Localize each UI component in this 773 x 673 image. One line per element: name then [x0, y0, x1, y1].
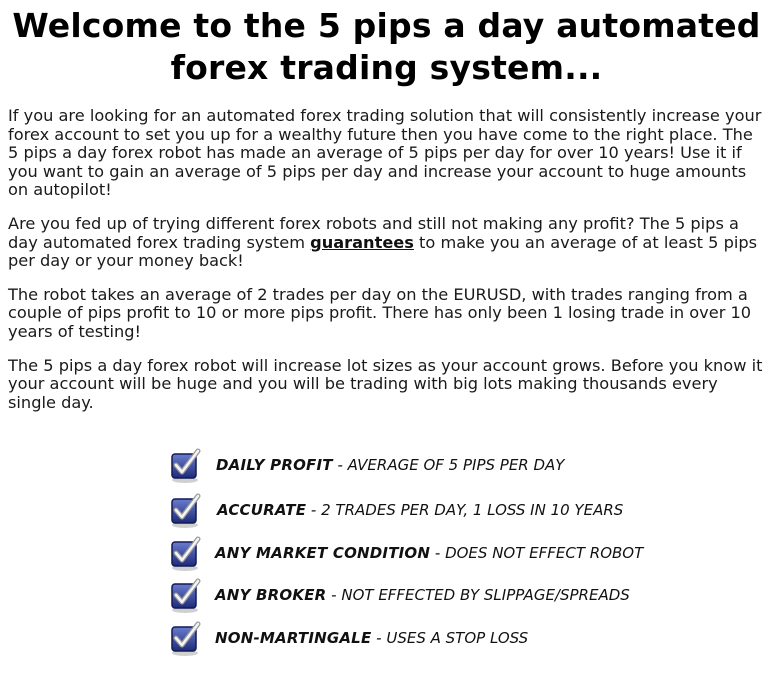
checkbox-icon [168, 576, 202, 614]
feature-title: ANY BROKER [215, 586, 327, 604]
feature-text [215, 544, 643, 562]
feature-title: DAILY PROFIT [216, 456, 333, 474]
feature-desc: - AVERAGE OF 5 PIPS PER DAY [332, 456, 565, 474]
feature-text [217, 501, 623, 519]
intro-text [8, 107, 765, 412]
feature-title: ACCURATE [217, 501, 307, 519]
feature-title: ANY MARKET CONDITION [215, 544, 431, 562]
feature-desc: - USES A STOP LOSS [371, 629, 529, 647]
feature-text [216, 456, 564, 474]
paragraph-intro: If you are looking for an automated forex trading solution that will consistently increase your forex account to set you up for a wealthy future then you have come to the right place. The 5 pips a day forex robot has made an average of 5 pips per day for over 10 years! Use it if you want to gain an average of 5 pips per day and increase your account to huge amounts on autopilot! [8, 106, 762, 200]
page-title [8, 0, 765, 89]
checkbox-icon [168, 446, 202, 484]
checkbox-icon [168, 491, 202, 529]
paragraph-lot-sizes: The 5 pips a day forex robot will increase lot sizes as your account grows. Before you know it your account will be huge and you will be trading with big lots making thousands every single day. [8, 355, 763, 412]
paragraph-guarantee [8, 215, 765, 271]
feature-text [215, 629, 528, 647]
title-line-1: Welcome to the 5 pips a day automated [12, 6, 761, 45]
paragraph-trades: The robot takes an average of 2 trades per day on the EURUSD, with trades ranging from a couple of pips profit to 10 or more pips profit. There has only been 1 losing trade in over 10 years of testing! [8, 284, 752, 341]
feature-item [168, 533, 643, 573]
title-line-2: forex trading system... [170, 48, 603, 87]
paragraph-guarantee-end: to make you an average of at least 5 pips per day or your money back! [8, 232, 758, 271]
feature-title: NON-MARTINGALE [215, 629, 372, 647]
feature-desc: - DOES NOT EFFECT ROBOT [430, 544, 644, 562]
guarantees-link[interactable]: guarantees [310, 232, 414, 252]
feature-item [168, 618, 528, 658]
paragraph-guarantee-start: Are you fed up of trying different forex robots and still not making any profit? The 5 pips a day automated forex trading system [8, 213, 739, 252]
checkbox-icon [168, 534, 202, 572]
feature-text [215, 586, 630, 604]
feature-desc: - NOT EFFECTED BY SLIPPAGE/SPREADS [326, 586, 630, 604]
feature-item [168, 445, 564, 485]
checkbox-icon [168, 619, 202, 657]
feature-item [168, 575, 630, 615]
feature-desc: - 2 TRADES PER DAY, 1 LOSS IN 10 YEARS [306, 501, 624, 519]
feature-item [168, 490, 623, 530]
